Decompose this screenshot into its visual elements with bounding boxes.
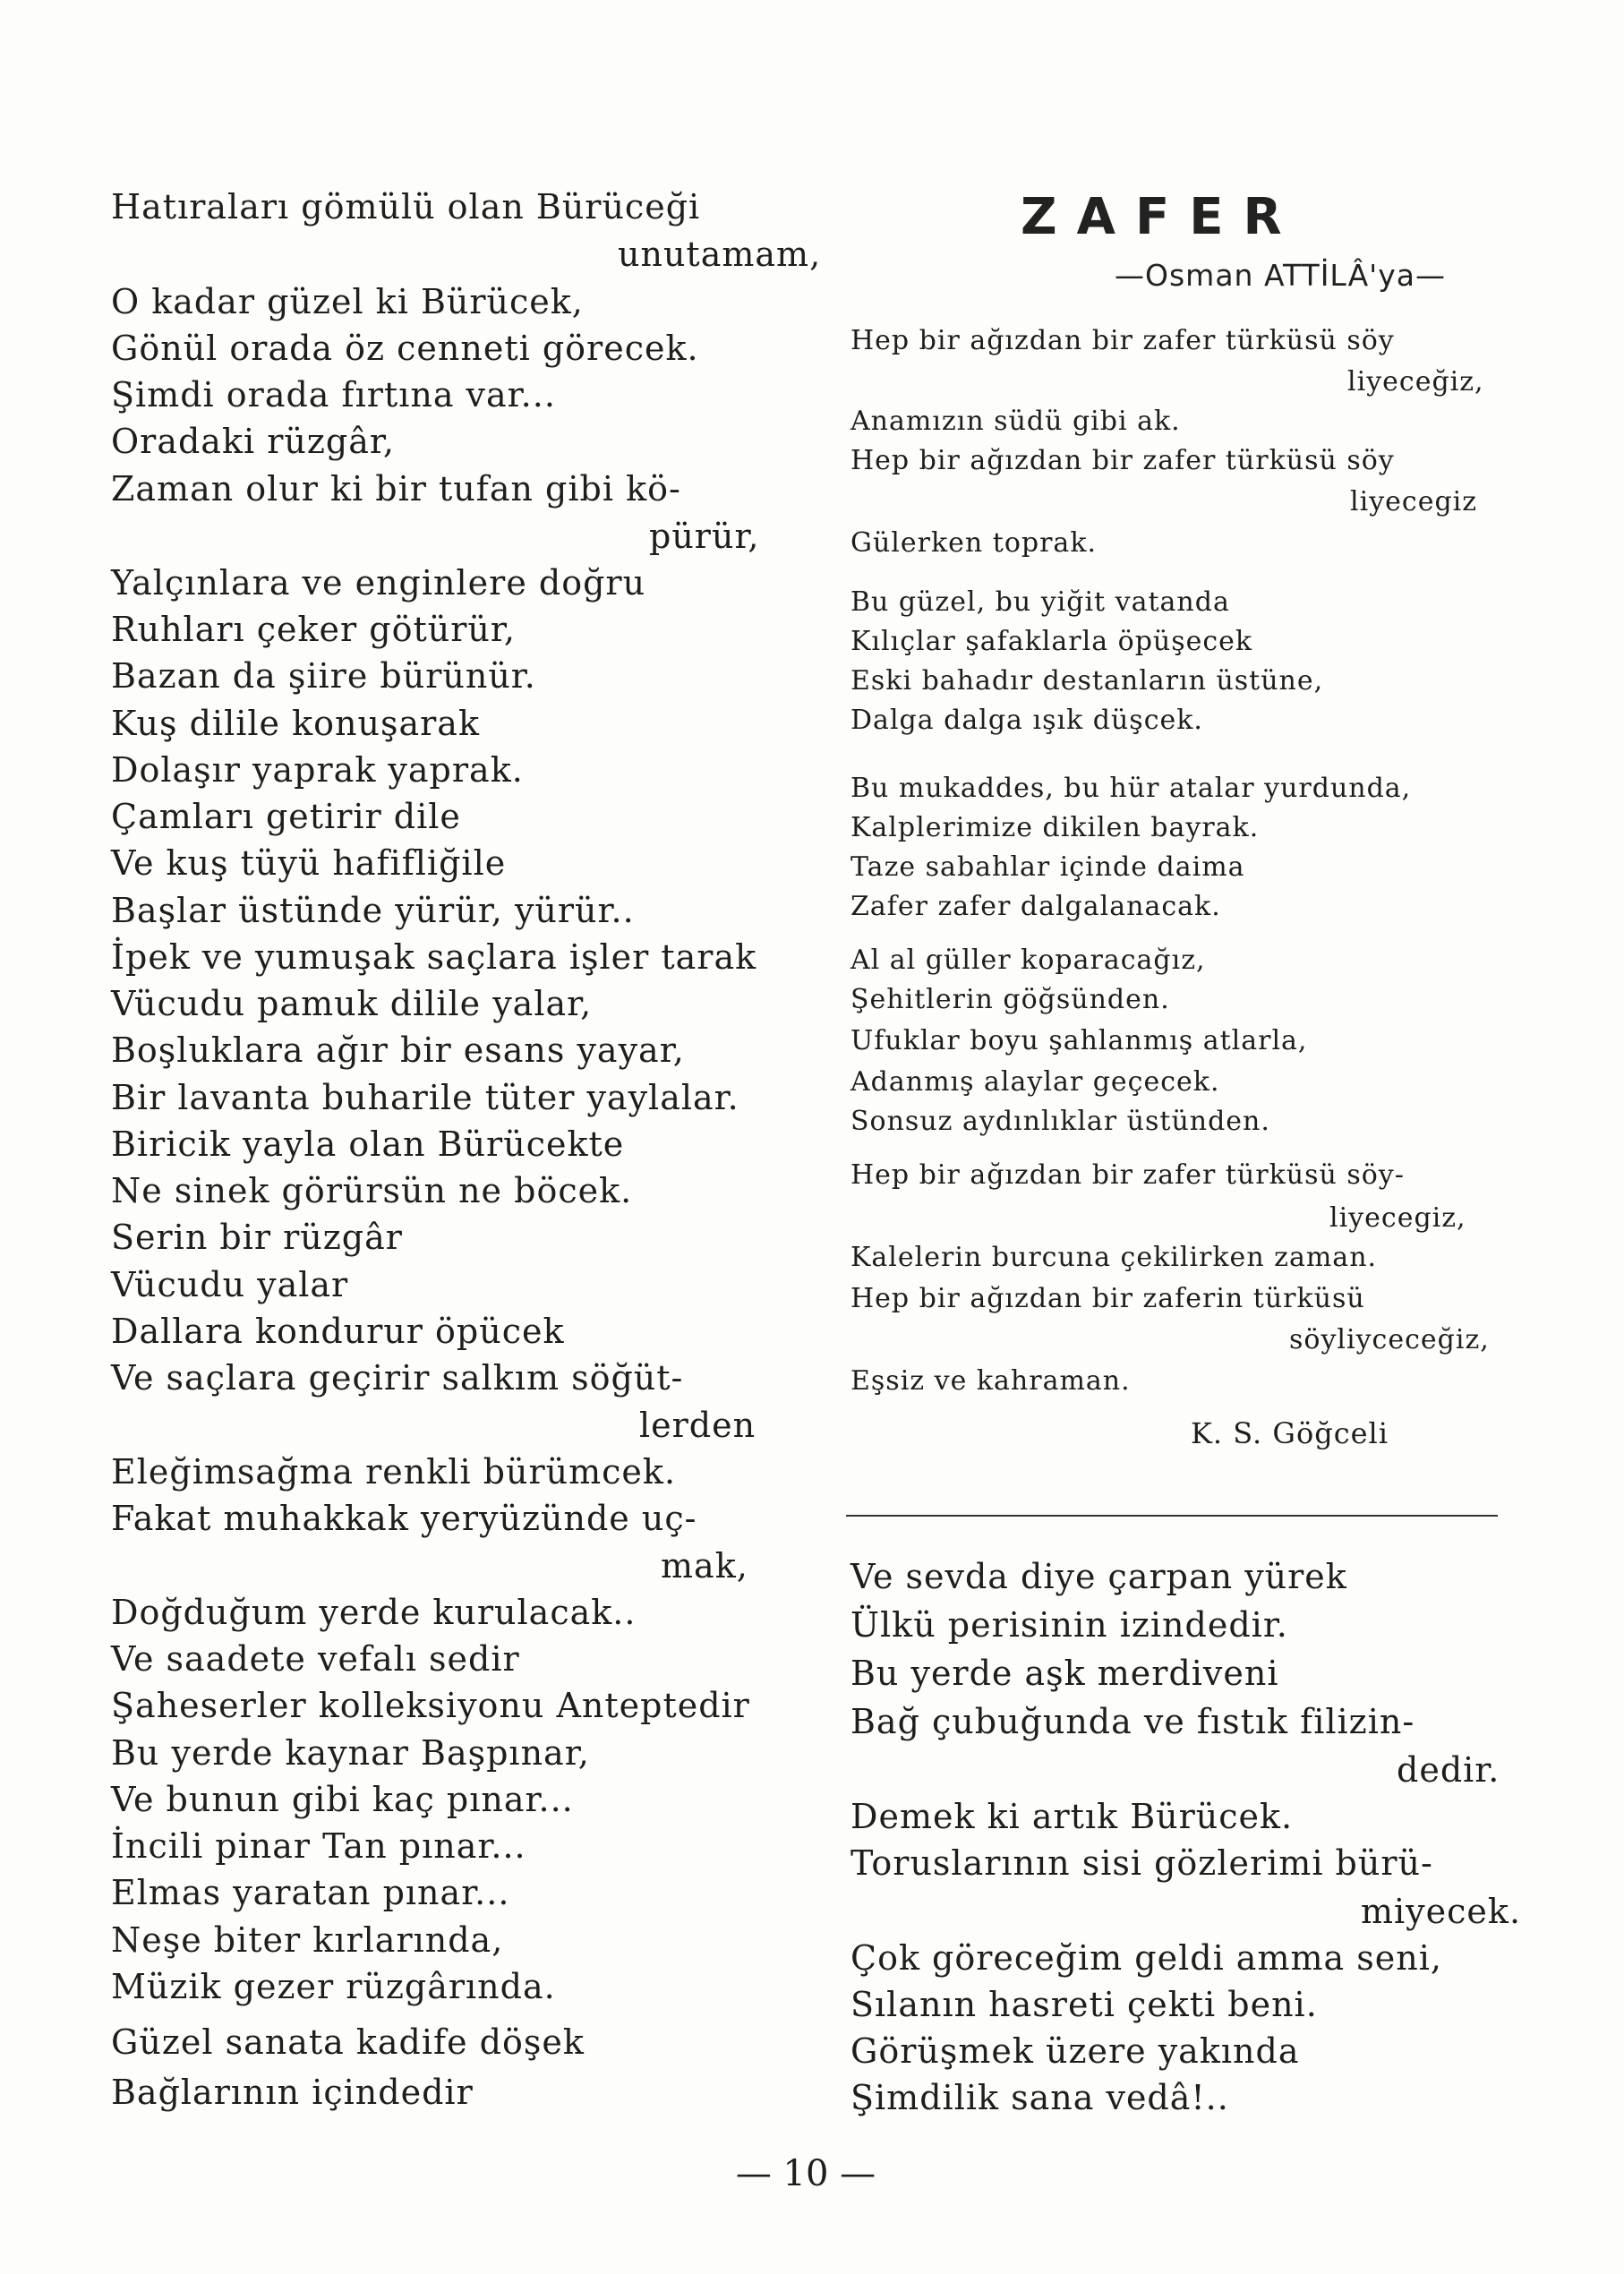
poem-line: Başlar üstünde yürür, yürür.. [111,891,635,930]
poem-line: Zaman olur ki bir tufan gibi kö- [111,469,681,509]
poem-line: liyecegiz [1350,486,1478,517]
poem-dedication: —Osman ATTİLÂ'ya— [1115,258,1446,293]
poem-line: Bu yerde kaynar Başpınar, [111,1733,590,1773]
poem-line: Bazan da şiire bürünür. [111,656,536,696]
poem-line: Ve sevda diye çarpan yürek [850,1557,1347,1596]
poem-line: Şehitlerin göğsünden. [850,984,1170,1015]
poem-line: Eleğimsağma renkli bürümcek. [111,1452,677,1492]
poem-line: Eşsiz ve kahraman. [850,1365,1131,1397]
poem-line: İpek ve yumuşak saçlara işler tarak [111,937,757,977]
poem-line: Sılanın hasreti çekti beni. [850,1985,1318,2024]
poem-line: Şaheserler kolleksiyonu Anteptedir [111,1686,750,1725]
poem-line: Taze sabahlar içinde daima [850,851,1245,883]
poem-line: Vücudu pamuk dilile yalar, [111,984,593,1023]
poem-line: Ve saadete vefalı sedir [111,1639,520,1679]
poem-line: Hep bir ağızdan bir zafer türküsü söy [850,445,1395,476]
poem-line: Kalplerimize dikilen bayrak. [850,812,1260,843]
poem-line: Bir lavanta buharile tüter yaylalar. [111,1078,739,1117]
poem-line: Ve kuş tüyü hafifliğile [111,843,507,883]
poem-line: Şimdilik sana vedâ!.. [850,2078,1229,2117]
poem-line: Ve saçlara geçirir salkım söğüt- [111,1358,684,1398]
poem-line: mak, [661,1546,748,1586]
poem-line: Kalelerin burcuna çekilirken zaman. [850,1242,1378,1273]
poem-line: Çamları getirir dile [111,797,461,836]
poem-line: Oradaki rüzgâr, [111,422,395,461]
poem-author: K. S. Göğceli [1191,1416,1389,1450]
poem-line: Ülkü perisinin izindedir. [850,1605,1288,1645]
poem-line: Bu yerde aşk merdiveni [850,1654,1279,1693]
poem-line: Dallara kondurur öpücek [111,1312,565,1351]
poem-line: Toruslarının sisi gözlerimi bürü- [850,1843,1433,1883]
poem-line: Ufuklar boyu şahlanmış atlarla, [850,1025,1308,1056]
poem-line: pürür, [649,517,760,556]
poem-line: Güzel sanata kadife döşek [111,2022,585,2062]
poem-line: Bu güzel, bu yiğit vatanda [850,586,1230,618]
poem-line: Biricik yayla olan Bürücekte [111,1124,625,1164]
poem-line: Müzik gezer rüzgârında. [111,1967,556,2006]
poem-line: Şimdi orada fırtına var... [111,375,556,415]
poem-line: Yalçınlara ve enginlere doğru [111,563,646,603]
poem-line: liyeceğiz, [1347,366,1484,398]
poem-line: Demek ki artık Bürücek. [850,1797,1294,1836]
poem-line: Anamızın südü gibi ak. [850,406,1181,437]
poem-line: Kılıçlar şafaklarla öpüşecek [850,626,1253,657]
poem-line: Fakat muhakkak yeryüzünde uç- [111,1499,697,1538]
poem-line: Hep bir ağızdan bir zafer türküsü söy- [850,1159,1405,1191]
poem-line: Sonsuz aydınlıklar üstünden. [850,1106,1270,1137]
poem-line: Ne sinek görürsün ne böcek. [111,1171,633,1210]
poem-line: miyecek. [1361,1892,1522,1931]
poem-line: Al al güller koparacağız, [850,945,1206,976]
poem-line: Bağ çubuğunda ve fıstık filizin- [850,1702,1415,1741]
poem-line: O kadar güzel ki Bürücek, [111,282,584,321]
poem-line: Ruhları çeker götürür, [111,610,516,649]
poem-line: Kuş dilile konuşarak [111,704,480,743]
poem-line: Doğduğum yerde kurulacak.. [111,1593,637,1632]
poem-line: Elmas yaratan pınar... [111,1873,510,1912]
poem-line: İncili pinar Tan pınar... [111,1826,526,1866]
poem-line: liyecegiz, [1329,1202,1466,1234]
poem-line: Hep bir ağızdan bir zaferin türküsü [850,1283,1365,1314]
poem-line: Görüşmek üzere yakında [850,2031,1300,2071]
poem-line: Bu mukaddes, bu hür atalar yurdunda, [850,773,1412,804]
poem-title: ZAFER [1021,188,1302,246]
poem-line: Hatıraları gömülü olan Bürüceği [111,187,701,227]
poem-line: Çok göreceğim geldi amma seni, [850,1938,1442,1978]
poem-line: Adanmış alaylar geçecek. [850,1066,1220,1098]
poem-line: Ve bunun gibi kaç pınar... [111,1780,574,1819]
poem-line: Bağlarının içindedir [111,2073,474,2112]
divider-rule [846,1515,1498,1517]
poem-line: Neşe biter kırlarında, [111,1920,504,1960]
poem-line: dedir. [1397,1750,1500,1790]
poem-line: unutamam, [618,235,822,274]
poem-line: Gülerken toprak. [850,527,1098,559]
poem-line: Eski bahadır destanların üstüne, [850,665,1324,697]
poem-line: Hep bir ağızdan bir zafer türküsü söy [850,325,1395,356]
poem-line: Gönül orada öz cenneti görecek. [111,329,699,368]
poem-line: Boşluklara ağır bir esans yayar, [111,1030,685,1070]
poem-line: söyliyceceğiz, [1289,1324,1490,1355]
poem-line: lerden [639,1406,756,1445]
poem-line: Vücudu yalar [111,1265,349,1304]
poem-line: Zafer zafer dalgalanacak. [850,891,1221,922]
poem-line: Serin bir rüzgâr [111,1218,403,1257]
page-number: — 10 — [735,2153,876,2194]
poem-line: Dalga dalga ışık düşcek. [850,705,1203,736]
poem-line: Dolaşır yaprak yaprak. [111,750,524,790]
